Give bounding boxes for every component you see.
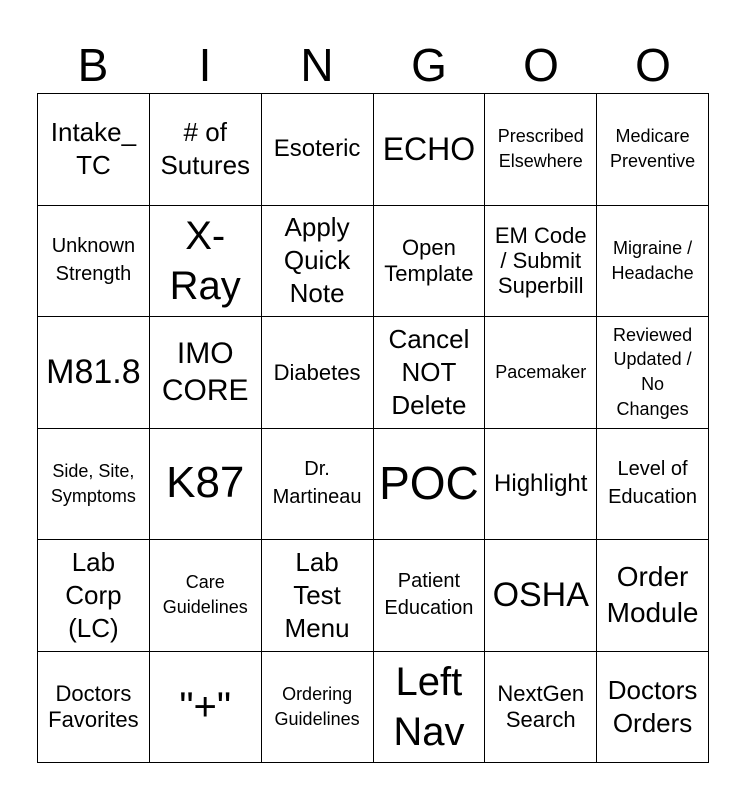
bingo-header bbox=[37, 36, 709, 94]
bingo-cell[interactable]: Diabetes bbox=[262, 317, 374, 429]
bingo-cell[interactable]: M81.8 bbox=[38, 317, 150, 429]
bingo-cell[interactable]: Patient Education bbox=[374, 540, 486, 652]
bingo-cell[interactable]: Side, Site, Symptoms bbox=[38, 429, 150, 541]
bingo-cell[interactable]: # of Sutures bbox=[150, 94, 262, 206]
bingo-grid bbox=[37, 93, 709, 763]
bingo-cell[interactable]: Migraine / Headache bbox=[597, 206, 709, 318]
bingo-cell[interactable]: Lab Test Menu bbox=[262, 540, 374, 652]
bingo-cell[interactable]: OSHA bbox=[485, 540, 597, 652]
header-letter-o: O bbox=[523, 39, 559, 91]
bingo-cell[interactable]: POC bbox=[374, 429, 486, 541]
header-letter-g: G bbox=[411, 39, 447, 91]
bingo-cell[interactable]: Order Module bbox=[597, 540, 709, 652]
bingo-cell[interactable]: Care Guidelines bbox=[150, 540, 262, 652]
bingo-cell[interactable]: Level of Education bbox=[597, 429, 709, 541]
bingo-cell[interactable]: "+" bbox=[150, 652, 262, 764]
bingo-cell[interactable]: Doctors Favorites bbox=[38, 652, 150, 764]
bingo-cell[interactable]: Lab Corp (LC) bbox=[38, 540, 150, 652]
bingo-cell[interactable]: Reviewed Updated / No Changes bbox=[597, 317, 709, 429]
bingo-cell[interactable]: Prescribed Elsewhere bbox=[485, 94, 597, 206]
bingo-cell[interactable]: Apply Quick Note bbox=[262, 206, 374, 318]
header-letter-n: N bbox=[300, 39, 334, 91]
header-letter-b: B bbox=[77, 39, 109, 91]
bingo-cell[interactable]: ECHO bbox=[374, 94, 486, 206]
bingo-cell[interactable]: EM Code / Submit Superbill bbox=[485, 206, 597, 318]
bingo-cell[interactable]: X- Ray bbox=[150, 206, 262, 318]
header-letter-o-2: O bbox=[635, 39, 671, 91]
bingo-cell[interactable]: Doctors Orders bbox=[597, 652, 709, 764]
bingo-cell[interactable]: Open Template bbox=[374, 206, 486, 318]
bingo-cell[interactable]: K87 bbox=[150, 429, 262, 541]
bingo-cell[interactable]: Medicare Preventive bbox=[597, 94, 709, 206]
bingo-cell[interactable]: Intake_ TC bbox=[38, 94, 150, 206]
bingo-cell[interactable]: Dr. Martineau bbox=[262, 429, 374, 541]
bingo-cell[interactable]: Left Nav bbox=[374, 652, 486, 764]
bingo-cell[interactable]: Unknown Strength bbox=[38, 206, 150, 318]
bingo-cell[interactable]: Cancel NOT Delete bbox=[374, 317, 486, 429]
bingo-cell[interactable]: NextGen Search bbox=[485, 652, 597, 764]
bingo-cell[interactable]: Esoteric bbox=[262, 94, 374, 206]
header-letter-i: I bbox=[198, 39, 212, 91]
bingo-cell[interactable]: Highlight bbox=[485, 429, 597, 541]
bingo-cell[interactable]: Pacemaker bbox=[485, 317, 597, 429]
bingo-cell[interactable]: Ordering Guidelines bbox=[262, 652, 374, 764]
bingo-cell[interactable]: IMO CORE bbox=[150, 317, 262, 429]
